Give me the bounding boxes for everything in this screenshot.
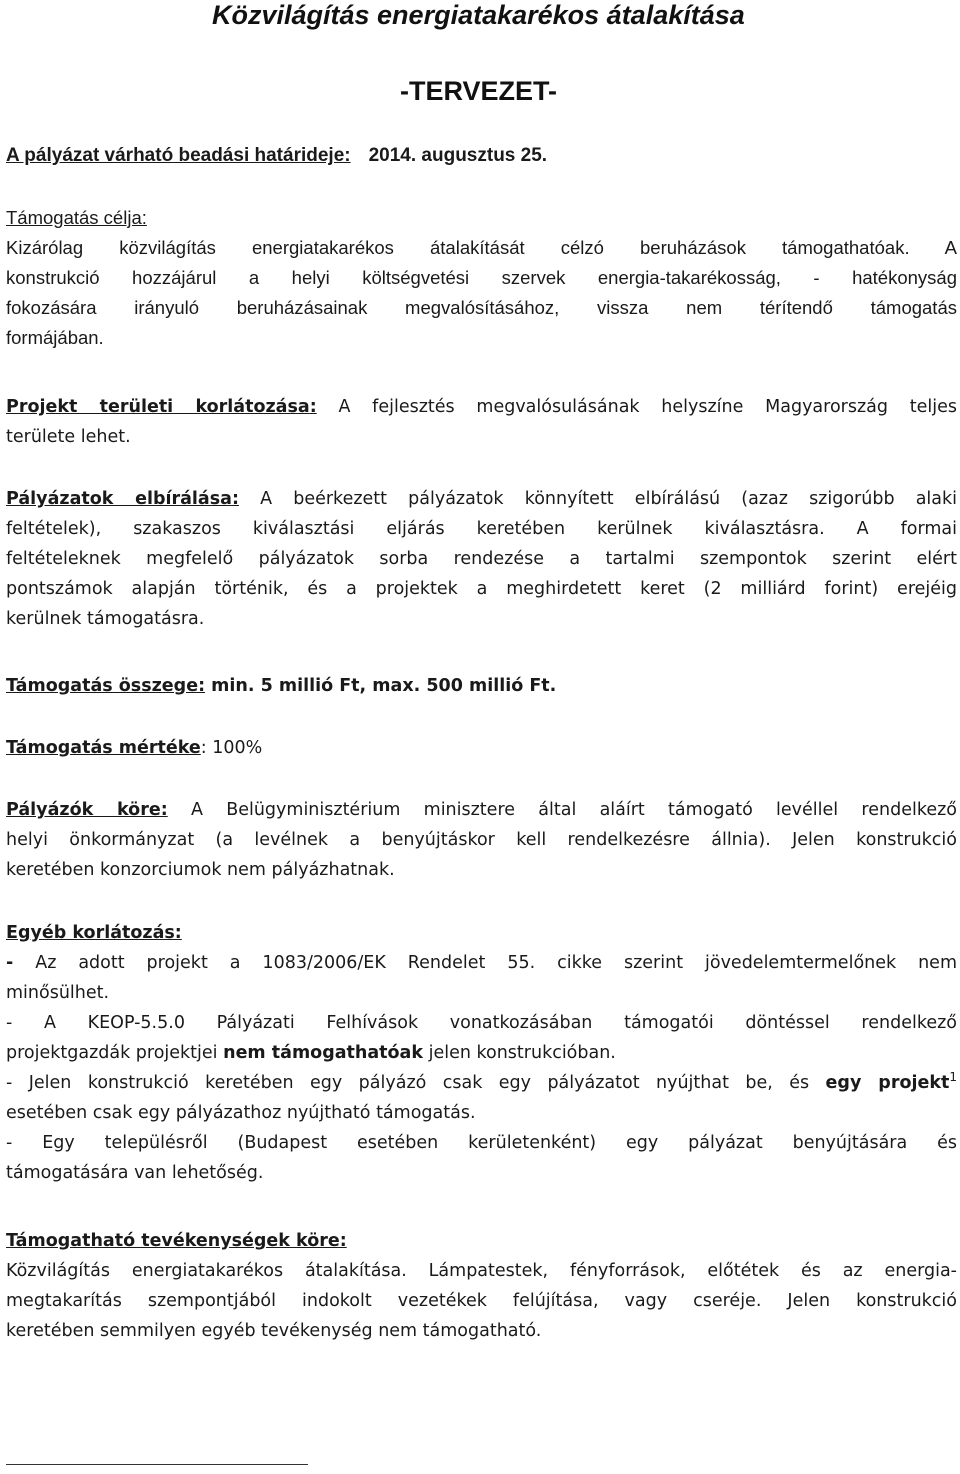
territorial-colon: : <box>309 397 317 417</box>
section-support-goal <box>6 203 957 353</box>
amount-value: min. 5 millió Ft, max. 500 millió Ft. <box>205 676 557 696</box>
section-applicants <box>6 795 957 885</box>
rate-heading: Támogatás mértéke <box>6 738 201 758</box>
restriction-text: - Egy településről (Budapest esetében kerületenként) egy pályázat benyújtására és <box>6 1133 957 1153</box>
restriction-text: - Jelen konstrukció keretében egy pályázó csak egy pályázatot nyújthat be, és <box>6 1073 826 1093</box>
support-goal-line: formájában. <box>6 327 104 348</box>
evaluation-colon: : <box>231 489 239 509</box>
section-activities <box>6 1226 957 1346</box>
activities-line: megtakarítás szempontjából indokolt vezetékek felújítása, vagy cseréje. Jelen konstrukció <box>6 1291 957 1311</box>
evaluation-line: feltételeknek megfelelő pályázatok sorba rendezése a tartalmi szempontok szerint elért <box>6 549 957 569</box>
evaluation-line: feltételek), szakaszos kiválasztási eljárás keretében kerülnek kiválasztásra. A formai <box>6 519 957 539</box>
restriction-text: projektgazdák projektjei <box>6 1043 224 1063</box>
evaluation-line: pontszámok alapján történik, és a projektek a meghirdetett keret (2 milliárd forint) erejéig <box>6 579 957 599</box>
applicants-heading: Pályázók köre: <box>6 800 168 820</box>
territorial-heading: Projekt területi korlátozása <box>6 397 310 417</box>
support-goal-line: Kizárólag közvilágítás energiatakarékos átalakítását célzó beruházások támogathatóak. A <box>6 237 957 258</box>
restriction-text: minősülhet. <box>6 983 110 1003</box>
deadline-row <box>6 145 547 167</box>
section-amount <box>6 671 957 701</box>
restriction-text: jelen konstrukcióban. <box>423 1043 616 1063</box>
section-rate <box>6 733 957 763</box>
amount-heading: Támogatás összege: <box>6 676 206 696</box>
restriction-text: - A KEOP-5.5.0 Pályázati Felhívások vonatkozásában támogatói döntéssel rendelkező <box>6 1013 957 1033</box>
deadline-label: A pályázat várható beadási határideje: <box>6 145 351 166</box>
evaluation-line: kerülnek támogatásra. <box>6 609 205 629</box>
draft-label: -TERVEZET- <box>400 76 558 106</box>
activities-line: keretében semmilyen egyéb tevékenység nem támogatható. <box>6 1321 542 1341</box>
support-goal-heading: Támogatás célja: <box>6 207 147 228</box>
evaluation-text: A beérkezett pályázatok könnyített elbírálású (azaz szigorúbb alaki <box>238 489 958 509</box>
applicants-text: A Belügyminisztérium minisztere által aláírt támogató levéllel rendelkező <box>167 800 957 820</box>
restriction-emphasis: egy projekt <box>825 1073 950 1093</box>
restriction-text: esetében csak egy pályázathoz nyújtható támogatás. <box>6 1103 476 1123</box>
restriction-dash: - <box>6 953 14 973</box>
rate-value: : 100% <box>200 738 263 758</box>
restriction-text: támogatására van lehetőség. <box>6 1163 264 1183</box>
territorial-text: A fejlesztés megvalósulásának helyszíne Magyarország teljes <box>316 397 957 417</box>
evaluation-heading: Pályázatok elbírálása <box>6 489 232 509</box>
territorial-text-cont: területe lehet. <box>6 427 131 447</box>
applicants-line: keretében konzorciumok nem pályázhatnak. <box>6 860 395 880</box>
section-evaluation <box>6 484 957 634</box>
restriction-emphasis: nem támogathatóak <box>223 1043 424 1063</box>
other-heading: Egyéb korlátozás: <box>6 923 182 943</box>
applicants-line: helyi önkormányzat (a levélnek a benyújtáskor kell rendelkezésre állnia). Jelen konstrukció <box>6 830 957 850</box>
deadline-value: 2014. augusztus 25. <box>368 145 548 166</box>
activities-line: Közvilágítás energiatakarékos átalakítása. Lámpatestek, fényforrások, előtétek és az energia- <box>6 1261 957 1281</box>
support-goal-line: konstrukció hozzájárul a helyi költségvetési szervek energia-takarékosság, - hatékonyság <box>6 267 957 288</box>
support-goal-line: fokozására irányuló beruházásainak megvalósításához, vissza nem térítendő támogatás <box>6 297 957 318</box>
footnote-marker[interactable]: 1 <box>949 1070 957 1085</box>
restriction-text: Az adott projekt a 1083/2006/EK Rendelet 55. cikke szerint jövedelemtermelőnek nem <box>13 953 957 973</box>
section-other-restrictions <box>6 918 957 1188</box>
section-territorial <box>6 392 957 452</box>
document-title: Közvilágítás energiatakarékos átalakítása <box>212 0 745 30</box>
footnote-separator <box>6 1464 308 1465</box>
activities-heading: Támogatható tevékenységek köre: <box>6 1231 347 1251</box>
